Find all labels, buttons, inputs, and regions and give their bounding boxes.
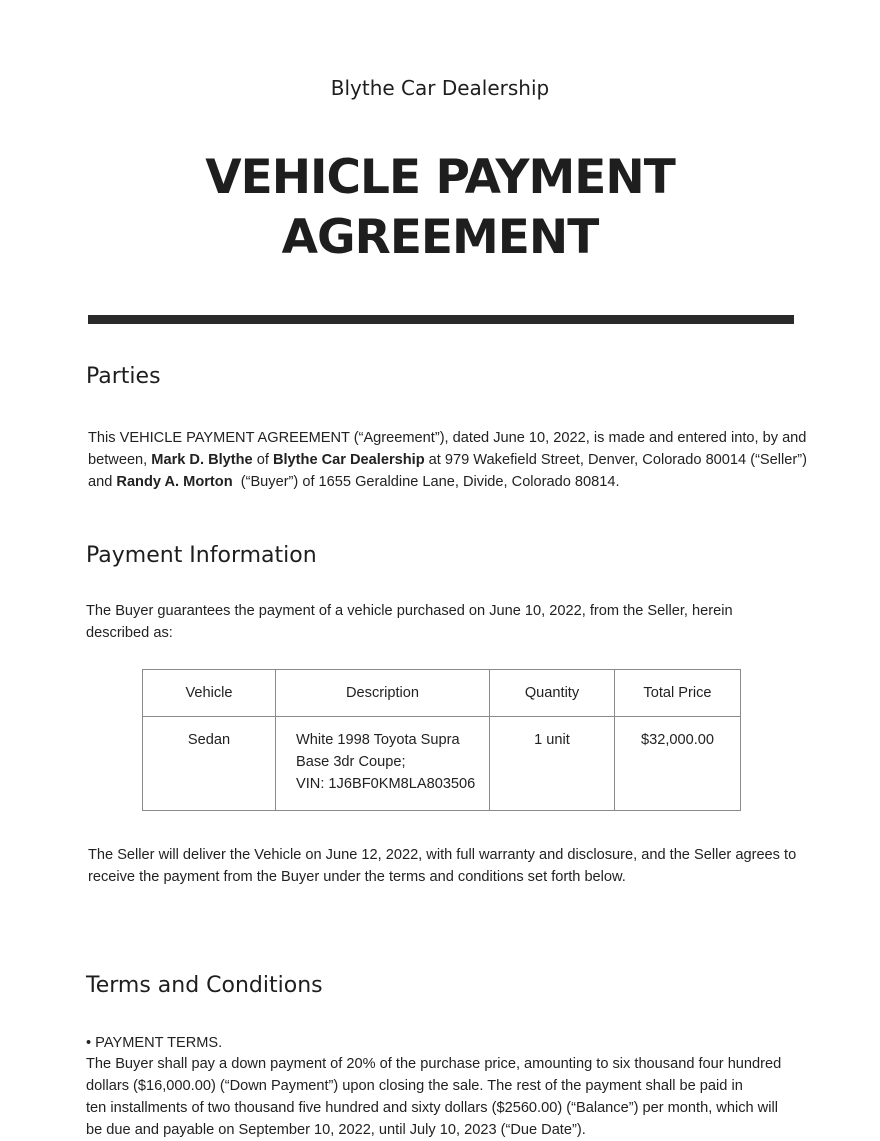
column-header-quantity: Quantity xyxy=(490,670,615,717)
cell-description xyxy=(276,717,490,811)
title-divider xyxy=(88,315,794,324)
payment-terms-paragraph xyxy=(86,1053,816,1141)
parties-paragraph xyxy=(88,427,818,493)
cell-vehicle: Sedan xyxy=(143,717,276,811)
delivery-line-2: receive the payment from the Buyer under the terms and conditions set forth below. xyxy=(88,869,626,885)
payment-intro-line-1: The Buyer guarantees the payment of a vehicle purchased on June 10, 2022, from the Seller, herein xyxy=(86,603,733,619)
table-header-row xyxy=(143,670,741,717)
cell-total-price: $32,000.00 xyxy=(615,717,741,811)
column-header-description: Description xyxy=(276,670,490,717)
title-line-2: AGREEMENT xyxy=(281,210,599,265)
description-line-3: VIN: 1J6BF0KM8LA803506 xyxy=(296,776,476,792)
column-header-total-price: Total Price xyxy=(615,670,741,717)
parties-line-2: between, Mark D. Blythe of Blythe Car Dealership at 979 Wakefield Street, Denver, Colorado 80014 (“Seller”) xyxy=(88,452,807,468)
terms-line-4: be due and payable on September 10, 2022, until July 10, 2023 (“Due Date”). xyxy=(86,1122,586,1138)
description-line-2: Base 3dr Coupe; xyxy=(296,754,406,770)
company-name: Blythe Car Dealership xyxy=(330,76,550,100)
table-row xyxy=(143,717,741,811)
title-line-1: VEHICLE PAYMENT xyxy=(205,150,675,205)
terms-line-1: The Buyer shall pay a down payment of 20% of the purchase price, amounting to six thousand four hundred xyxy=(86,1056,782,1072)
parties-line-1: This VEHICLE PAYMENT AGREEMENT (“Agreement”), dated June 10, 2022, is made and entered into, by and xyxy=(88,430,807,446)
description-line-1: White 1998 Toyota Supra xyxy=(296,732,460,748)
payment-intro xyxy=(86,600,806,644)
parties-line-3: and Randy A. Morton (“Buyer”) of 1655 Geraldine Lane, Divide, Colorado 80814. xyxy=(88,474,620,490)
vehicle-table xyxy=(142,669,741,811)
terms-line-3: ten installments of two thousand five hundred and sixty dollars ($2560.00) (“Balance”) per month, which will xyxy=(86,1100,778,1116)
cell-quantity: 1 unit xyxy=(490,717,615,811)
payment-heading: Payment Information xyxy=(86,543,317,568)
document-title xyxy=(0,148,880,268)
terms-heading: Terms and Conditions xyxy=(86,973,323,998)
terms-line-2: dollars ($16,000.00) (“Down Payment”) upon closing the sale. The rest of the payment shall be paid in xyxy=(86,1078,743,1094)
column-header-vehicle: Vehicle xyxy=(143,670,276,717)
buyer-name: Randy A. Morton xyxy=(116,474,233,490)
seller-company: Blythe Car Dealership xyxy=(272,452,425,468)
parties-heading: Parties xyxy=(86,364,161,389)
payment-intro-line-2: described as: xyxy=(86,625,173,641)
payment-terms-bullet: • PAYMENT TERMS. xyxy=(86,1035,223,1051)
seller-name: Mark D. Blythe xyxy=(151,452,253,468)
delivery-paragraph xyxy=(88,844,818,888)
delivery-line-1: The Seller will deliver the Vehicle on June 12, 2022, with full warranty and disclosure, and the Seller agrees to xyxy=(88,847,797,863)
